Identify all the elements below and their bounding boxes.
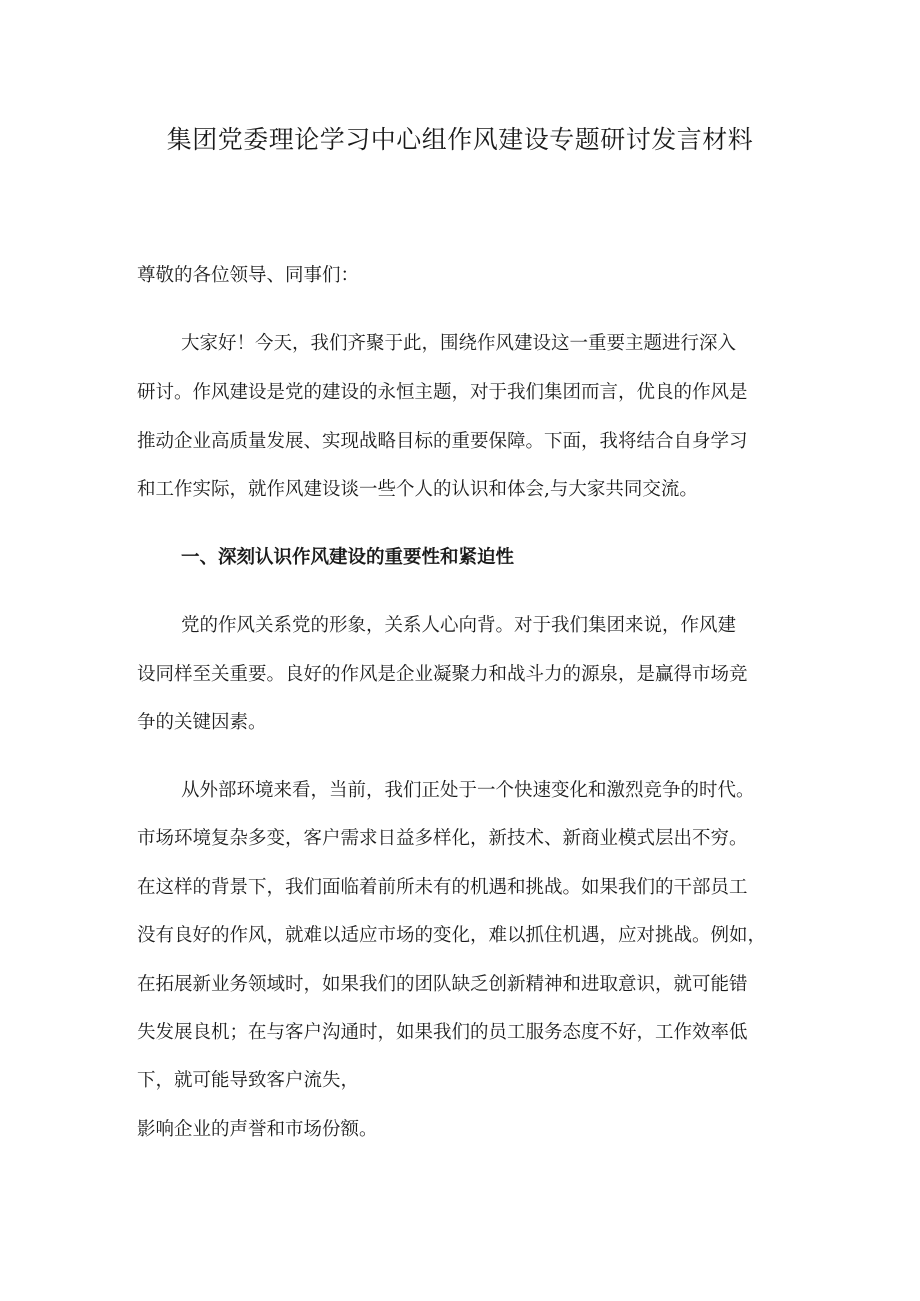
paragraph-line: 设同样至关重要。良好的作风是企业凝聚力和战斗力的源泉，是赢得市场竞 [137,664,748,685]
paragraph-line: 失发展良机；在与客户沟通时，如果我们的员工服务态度不好，工作效率低 [137,1022,748,1043]
paragraph-line: 推动企业高质量发展、实现战略目标的重要保障。下面，我将结合自身学习 [137,431,748,452]
paragraph-line: 争的关键因素。 [137,712,267,733]
paragraph-line: 从外部环境来看，当前，我们正处于一个快速变化和激烈竞争的时代。 [181,780,755,801]
paragraph-line: 研讨。作风建设是党的建设的永恒主题，对于我们集团而言，优良的作风是 [137,382,748,403]
paragraph-line: 没有良好的作风，就难以适应市场的变化，难以抓住机遇，应对挑战。例如， [137,925,767,946]
paragraph-line: 和工作实际，就作风建设谈一些个人的认识和体会,与大家共同交流。 [137,479,698,500]
section-heading: 一、深刻认识作风建设的重要性和紧迫性 [181,547,515,568]
paragraph-line: 党的作风关系党的形象，关系人心向背。对于我们集团来说，作风建 [181,615,737,636]
paragraph-line: 在这样的背景下，我们面临着前所未有的机遇和挑战。如果我们的干部员工 [137,877,748,898]
paragraph-line: 大家好！今天，我们齐聚于此，围绕作风建设这一重要主题进行深入 [181,333,737,354]
salutation: 尊敬的各位领导、同事们： [137,265,360,286]
paragraph-line: 影响企业的声誉和市场份额。 [137,1119,378,1140]
paragraph-line: 下，就可能导致客户流失， [137,1070,360,1091]
document-title: 集团党委理论学习中心组作风建设专题研讨发言材料 [166,125,754,154]
paragraph-line: 在拓展新业务领域时，如果我们的团队缺乏创新精神和进取意识，就可能错 [137,974,748,995]
paragraph-line: 市场环境复杂多变，客户需求日益多样化，新技术、新商业模式层出不穷。 [137,828,748,849]
